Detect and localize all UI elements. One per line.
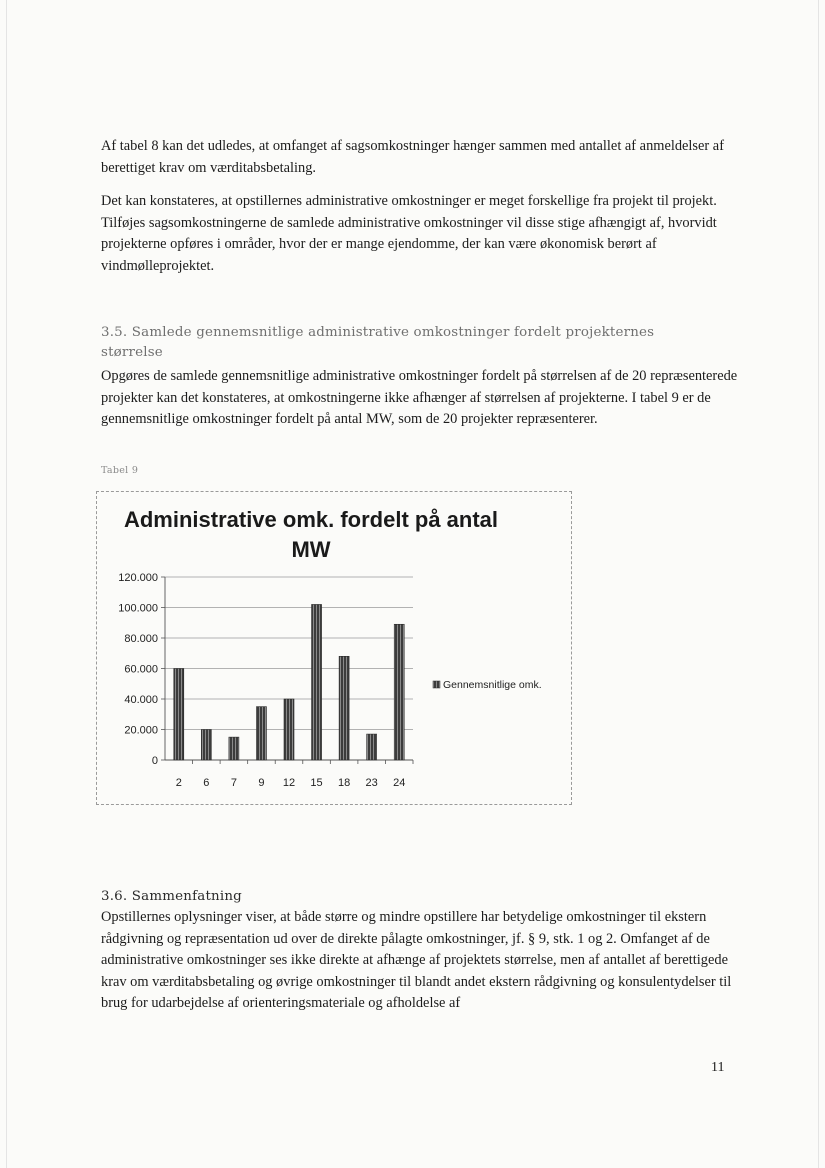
scan-edge-right <box>818 0 819 1168</box>
bar <box>339 656 349 760</box>
y-tick-label: 40.000 <box>124 694 158 706</box>
bar <box>367 734 377 760</box>
scan-edge-left <box>6 0 7 1168</box>
chart-title-line1: Administrative omk. fordelt på antal <box>123 507 499 532</box>
bar <box>256 707 266 760</box>
x-tick-label: 9 <box>258 777 265 789</box>
chart-container <box>96 491 572 805</box>
bar <box>229 737 239 760</box>
x-tick-label: 18 <box>337 777 351 789</box>
y-tick-label: 100.000 <box>118 602 158 615</box>
section-heading-3-6: 3.6. Sammenfatning <box>101 889 242 904</box>
chart-title-line2: MW <box>291 537 331 562</box>
x-tick-label: 12 <box>282 777 296 789</box>
section-3-6-body: Opstillernes oplysninger viser, at både større og mindre opstillere har betydelige omkostninger til ekstern rådgivning og repræsentation ud over de direkte pålagte omkostninger, jf. § 9, stk. 1 og 2. Omfanget af de administrative omkostninger ses ikke direkte at afhænge af projektets størrelse, men af antallet af berettigede krav om værditabsbetaling og øvrige omkostninger til blandt andet ekstern rådgivning og konsulentydelser til brug for udarbejdelse af orienteringsmateriale og afholdelse af <box>101 909 732 1012</box>
y-tick-label: 60.000 <box>124 663 158 676</box>
x-tick-label: 24 <box>393 777 406 789</box>
x-tick-label: 6 <box>203 777 210 789</box>
bar <box>201 730 211 761</box>
legend-label: Gennemsnitlige omk. <box>443 679 542 691</box>
table-caption: Tabel 9 <box>101 465 139 476</box>
x-tick-label: 2 <box>175 777 182 789</box>
page-number: 11 <box>711 1060 725 1075</box>
legend-swatch <box>433 681 440 688</box>
x-tick-label: 23 <box>365 777 378 789</box>
paragraph-tabel-8: Af tabel 8 kan det udledes, at omfanget af sagsomkostninger hænger sammen med antallet af anmeldelser af berettiget krav om værditabsbetaling. <box>101 138 724 176</box>
x-tick-label: 7 <box>230 777 237 789</box>
paragraph-administrative-costs: Det kan konstateres, at opstillernes administrative omkostninger er meget forskellige fra projekt til projekt. Tilføjes sagsomkostningerne de samlede administrative omkostninger vil disse stige afhængigt af, hvorvidt projekterne opføres i områder, hvor der er mange ejendomme, der kan være økonomisk berørt af vindmølleprojektet. <box>101 193 717 274</box>
bar <box>174 669 184 761</box>
bar <box>312 604 322 760</box>
section-heading-3-5-line1: 3.5. Samlede gennemsnitlige administrative omkostninger fordelt projekternes <box>101 325 655 340</box>
y-tick-label: 20.000 <box>124 724 158 737</box>
x-tick-label: 15 <box>310 777 323 789</box>
y-tick-label: 120.000 <box>118 572 158 584</box>
bar <box>284 699 294 760</box>
bar-chart <box>97 492 571 804</box>
bar <box>394 624 404 760</box>
y-tick-label: 0 <box>151 755 158 767</box>
section-heading-3-5 <box>101 323 741 363</box>
section-heading-3-5-line2: størrelse <box>101 345 163 360</box>
y-tick-label: 80.000 <box>124 633 158 645</box>
section-3-5-body: Opgøres de samlede gennemsnitlige administrative omkostninger fordelt på størrelsen af de 20 repræsenterede projekter kan det konstateres, at omkostningerne ikke afhænger af størrelsen af projekterne. I tabel 9 er de gennemsnitlige omkostninger fordelt på antal MW, som de 20 projekter repræsenterer. <box>101 368 738 428</box>
